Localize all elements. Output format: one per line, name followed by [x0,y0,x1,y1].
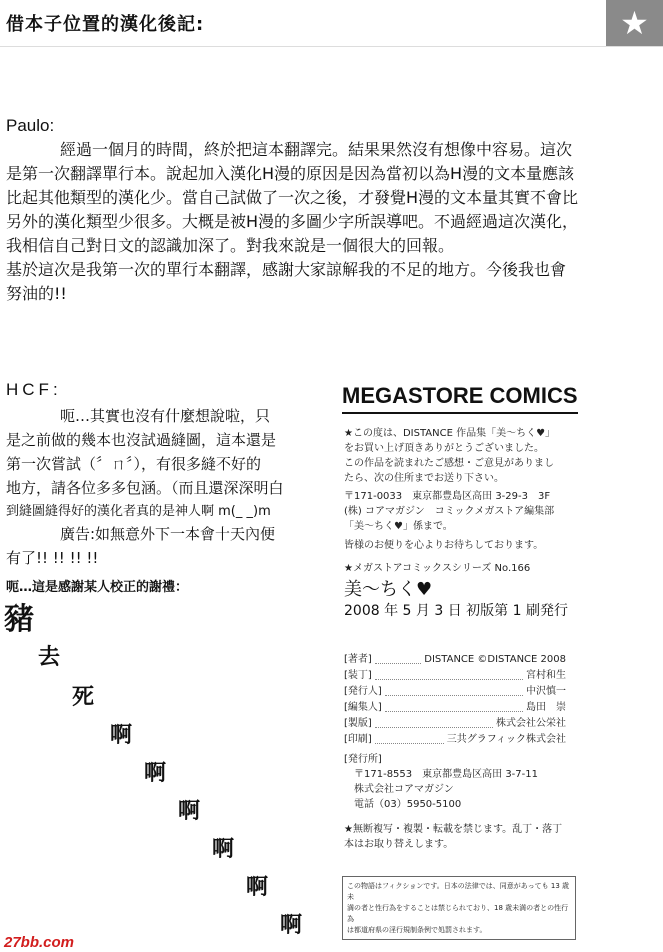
thanks-heading: 呃…這是感謝某人校正的謝禮： [6,580,189,595]
cascade-char: 啊 [246,875,269,900]
address-line: 「美〜ちく♥」係まで。 [344,521,453,532]
hcf-line: 有了!! !! !! !! [6,549,99,567]
address-line: (株) コアマガジン コミックメガストア編集部 [344,506,555,517]
publisher-line: 株式会社コアマガジン [354,784,454,795]
watermark: 27bb.com [4,934,75,951]
cascade-char: 啊 [280,913,303,938]
divider [342,412,578,414]
page-title: 借本子位置的漢化後記: [6,14,205,35]
hcf-line: 呃…其實也沒有什麼想說啦，只 [60,407,271,425]
cascade-char: 啊 [110,723,133,748]
paulo-line: 努油的!! [6,284,67,303]
paulo-line: 基於這次是我第一次的單行本翻譯，感謝大家諒解我的不足的地方。今後我也會 [6,260,567,279]
staff-row: [装丁] 宮村和生 [344,670,566,681]
cascade-char: 啊 [212,837,235,862]
staff-row: [著者] DISTANCE ©DISTANCE 2008 [344,654,566,665]
publisher-line: 〒171-8553 東京都豊島区高田 3-7-11 [354,769,538,780]
publisher-label: [発行所] [344,754,382,765]
paulo-name: Paulo: [6,116,55,135]
publish-date: 2008 年 5 月 3 日 初版第 1 刷発行 [344,603,568,619]
staff-list [344,652,566,748]
notice-line: 満の者と性行為をすることは禁じられており、18 歳未満の者との性行為 [347,904,569,923]
paulo-line: 是第一次翻譯單行本。說起加入漢化H漫的原因是因為當初以為H漫的文本量應該 [6,164,575,183]
cascade-char: 死 [72,685,95,710]
cascade-char: 啊 [178,799,201,824]
hcf-line: 是之前做的幾本也沒試過縫圖，這本還是 [6,431,277,449]
hcf-name: HCF: [6,380,62,399]
staff-row: [編集人] 島田 崇 [344,702,566,713]
brand-logo: MEGASTORE COMICS [342,383,578,408]
cascade-char: 啊 [144,761,167,786]
series-line: ★メガストアコミックスシリーズ No.166 [344,563,531,574]
staff-row: [製版] 株式会社公栄社 [344,718,566,729]
intro-line: たら、次の住所までお送り下さい。 [344,473,504,484]
hcf-line: 第一次嘗試（〞ㄇ〞），有很多縫不好的 [6,455,262,473]
paulo-line: 另外的漢化類型少很多。大概是被H漫的多圖少字所誤導吧。不過經過這次漢化， [6,212,579,231]
paulo-line: 比起其他類型的漢化少。當自己試做了一次之後，才發覺H漫的文本量其實不會比 [6,188,579,207]
address-line: 〒171-0033 東京都豊島区高田 3-29-3 3F [344,491,551,502]
warning-line: 本はお取り替えします。 [344,839,454,850]
intro-line: この作品を読まれたご感想・ご意見がありまし [344,458,554,469]
cascade-char: 豬 [4,602,34,637]
notice-line: は都道府県の淫行規制条例で処罰されます。 [347,926,487,934]
hcf-line: 廣告:如無意外下一本會十天內便 [60,525,276,543]
publisher-line: 電話（03）5950-5100 [354,799,462,810]
hcf-line: 地方，請各位多多包涵。（而且還深深明白 [6,479,284,497]
notice-line: この物語はフィクションです。日本の法律では、同意があっても 13 歳未 [347,882,570,901]
staff-row: [発行人] 中沢慎一 [344,686,566,697]
staff-row: [印刷] 三共グラフィック株式会社 [344,734,566,745]
warning-line: ★無断複写・複製・転載を禁じます。乱丁・落丁 [344,824,563,835]
hcf-line: 到縫圖縫得好的漢化者真的是神人啊 m(_ _)m [6,504,271,519]
intro-line: ★この度は、DISTANCE 作品集「美〜ちく♥」 [344,428,556,439]
paulo-line: 經過一個月的時間，終於把這本翻譯完。結果果然沒有想像中容易。這次 [60,140,573,159]
paulo-line: 我相信自己對日文的認識加深了。對我來說是一個很大的回報。 [6,236,455,255]
notice-box [342,876,576,940]
cascade-char: 去 [38,645,61,670]
intro-line: をお買い上げ頂きありがとうございました。 [344,443,544,454]
waiting-line: 皆様のお便りを心よりお待ちしております。 [344,540,544,551]
book-title: 美〜ちく♥ [344,579,433,600]
star-icon: ★ [606,0,663,46]
